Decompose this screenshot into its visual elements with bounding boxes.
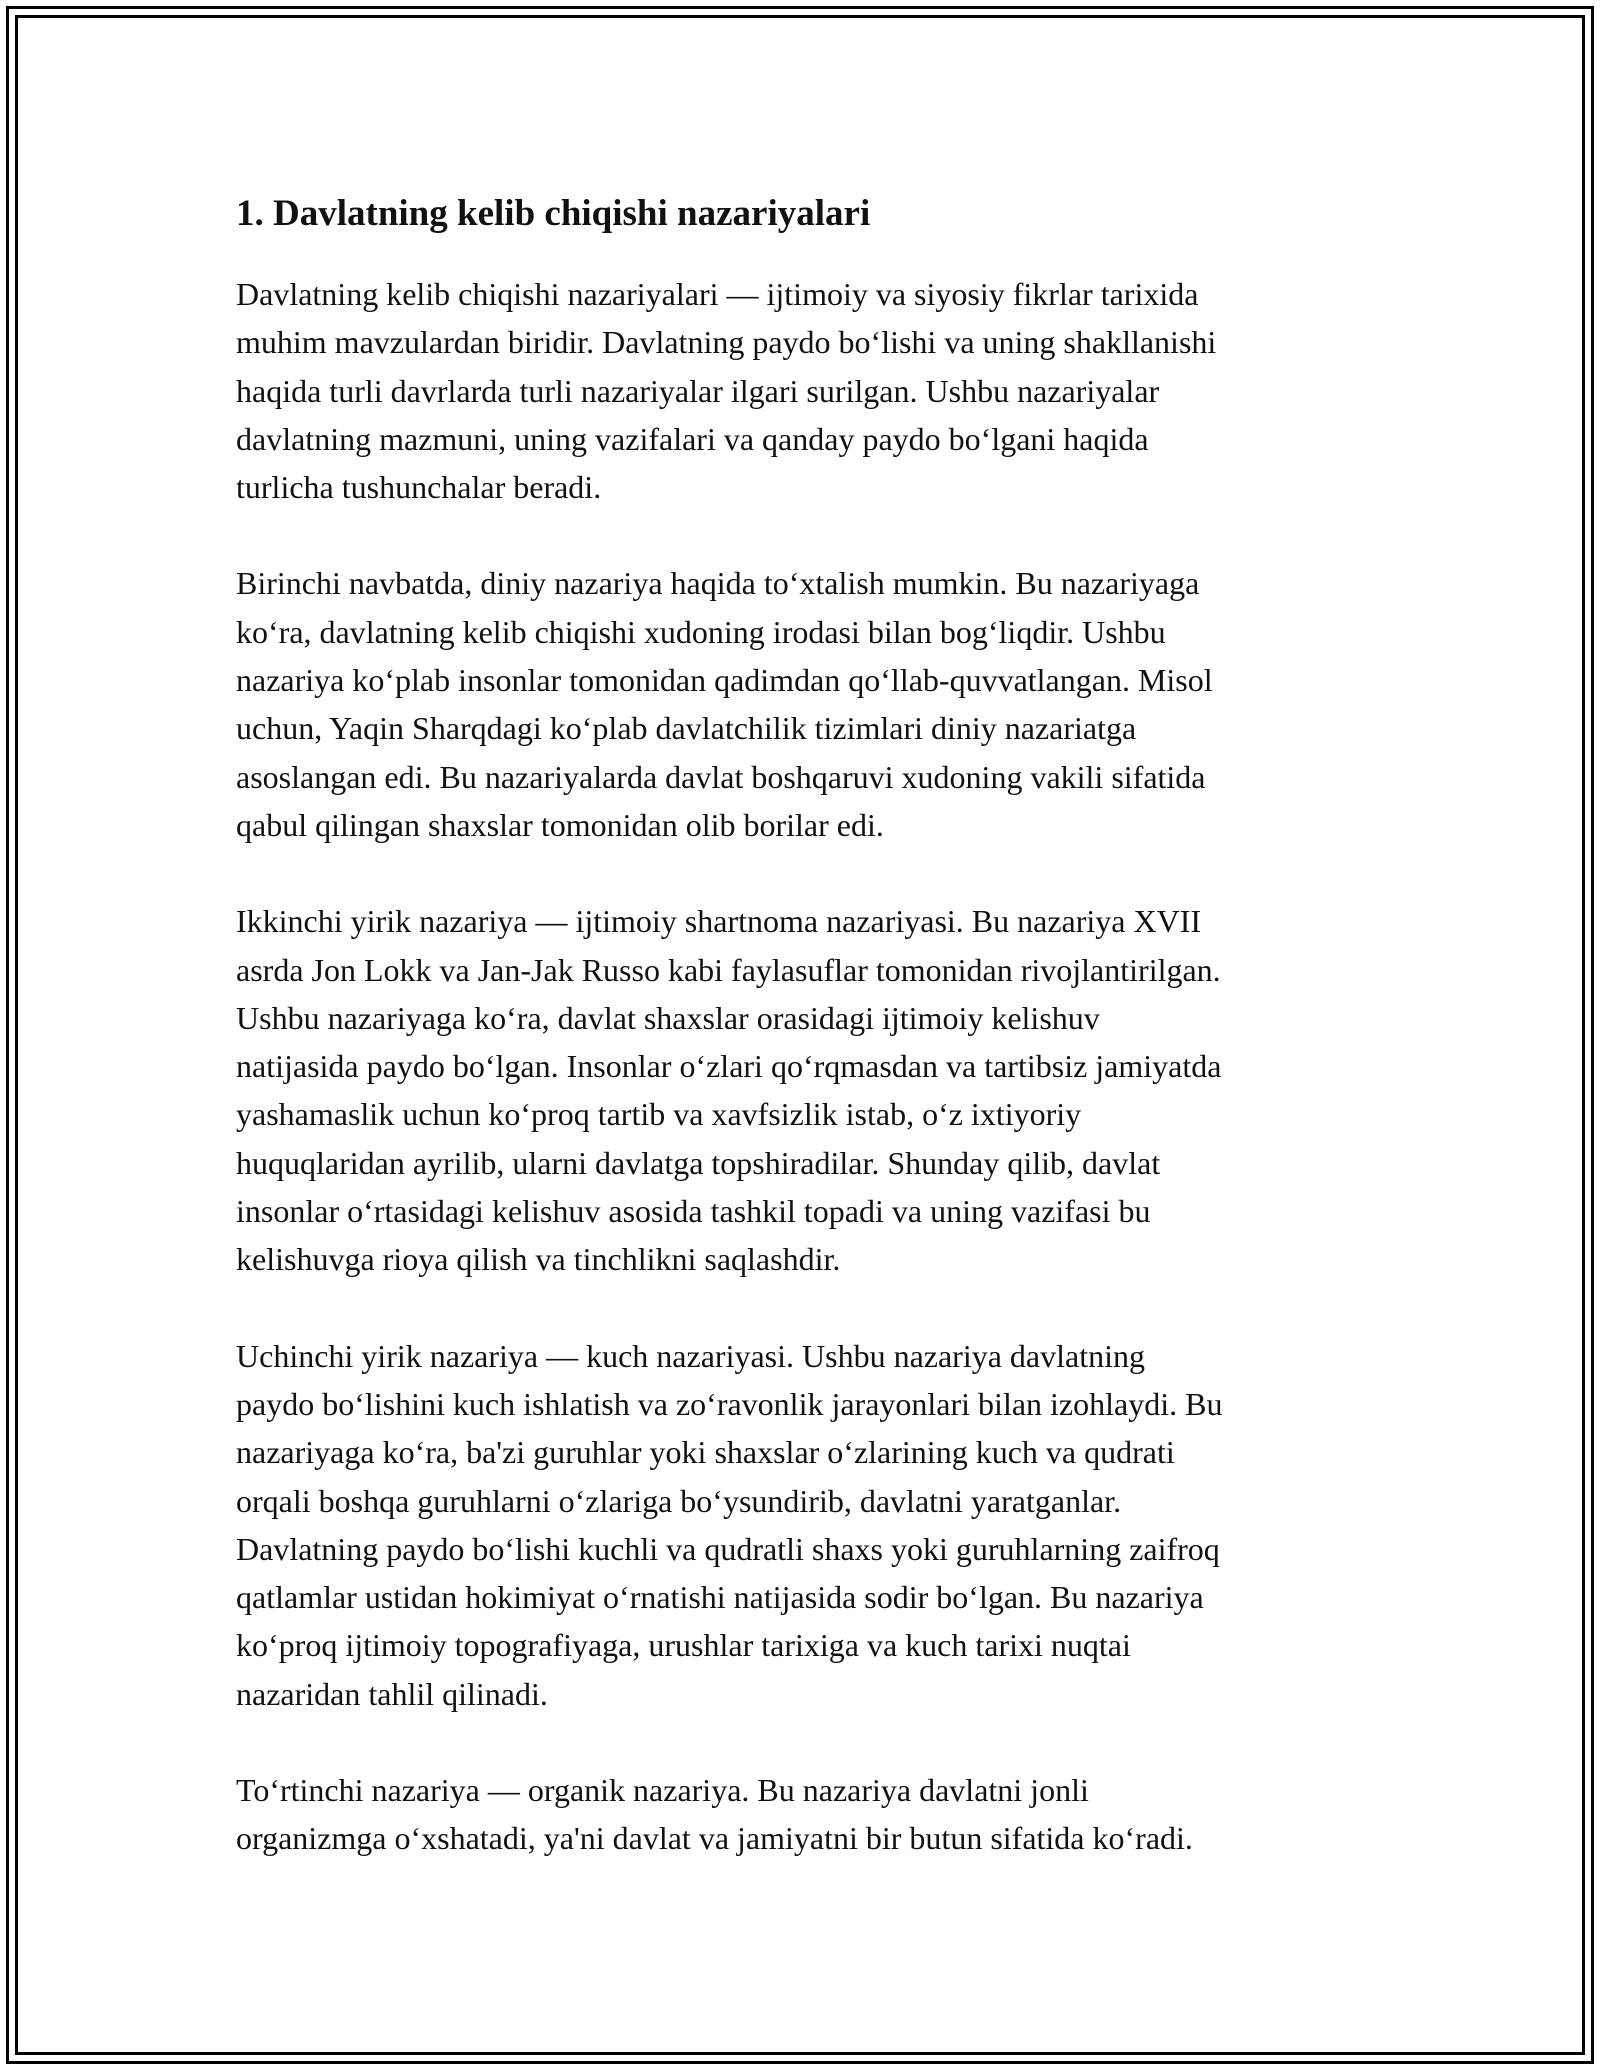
paragraph-social-contract-theory: Ikkinchi yirik nazariya — ijtimoiy shartnoma nazariyasi. Bu nazariya XVII asrda Jon Lokk va Jan-Jak Russo kabi faylasuflar tomonidan rivojlantirilgan. Ushbu nazariyaga ko‘ra, davlat shaxslar orasidagi ijtimoiy kelishuv natijasida paydo bo‘lgan. Insonlar o‘zlari qo‘rqmasdan va tartibsiz jamiyatda yashamaslik uchun ko‘proq tartib va xavfsizlik istab, o‘z ixtiyoriy huquqlaridan ayrilib, ularni davlatga topshiradilar. Shunday qilib, davlat insonlar o‘rtasidagi kelishuv asosida tashkil topadi va uning vazifasi bu kelishuvga rioya qilish va tinchlikni saqlashdir. xyxy=(236,903,1222,1278)
document-body xyxy=(236,188,1376,1911)
paragraph-force-theory: Uchinchi yirik nazariya — kuch nazariyasi. Ushbu nazariya davlatning paydo bo‘lishini kuch ishlatish va zo‘ravonlik jarayonlari bilan izohlaydi. Bu nazariyaga ko‘ra, ba'zi guruhlar yoki shaxslar o‘zlarining kuch va qudrati orqali boshqa guruhlarni o‘zlariga bo‘ysundirib, davlatni yaratganlar. Davlatning paydo bo‘lishi kuchli va qudratli shaxs yoki guruhlarning zaifroq qatlamlar ustidan hokimiyat o‘rnatishi natijasida sodir bo‘lgan. Bu nazariya ko‘proq ijtimoiy topografiyaga, urushlar tarixiga va kuch tarixi nuqtai nazaridan tahlil qilinadi. xyxy=(236,1337,1223,1712)
paragraph-religious-theory: Birinchi navbatda, diniy nazariya haqida to‘xtalish mumkin. Bu nazariyaga ko‘ra, davlatning kelib chiqishi xudoning irodasi bilan bog‘liqdir. Ushbu nazariya ko‘plab insonlar tomonidan qadimdan qo‘llab-quvvatlangan. Misol uchun, Yaqin Sharqdagi ko‘plab davlatchilik tizimlari diniy nazariatga asoslangan edi. Bu nazariyalarda davlat boshqaruvi xudoning vakili sifatida qabul qilingan shaxslar tomonidan olib borilar edi. xyxy=(236,565,1213,843)
paragraph-organic-theory: To‘rtinchi nazariya — organik nazariya. Bu nazariya davlatni jonli organizmga o‘xshatadi, ya'ni davlat va jamiyatni bir butun sifatida ko‘radi. xyxy=(236,1772,1193,1857)
page-title: 1. Davlatning kelib chiqishi nazariyalari xyxy=(236,193,871,234)
paragraph-intro: Davlatning kelib chiqishi nazariyalari — ijtimoiy va siyosiy fikrlar tarixida muhim mavzulardan biridir. Davlatning paydo bo‘lishi va uning shakllanishi haqida turli davrlarda turli nazariyalar ilgari surilgan. Ushbu nazariyalar davlatning mazmuni, uning vazifalari va qanday paydo bo‘lgani haqida turlicha tushunchalar beradi. xyxy=(236,276,1217,506)
